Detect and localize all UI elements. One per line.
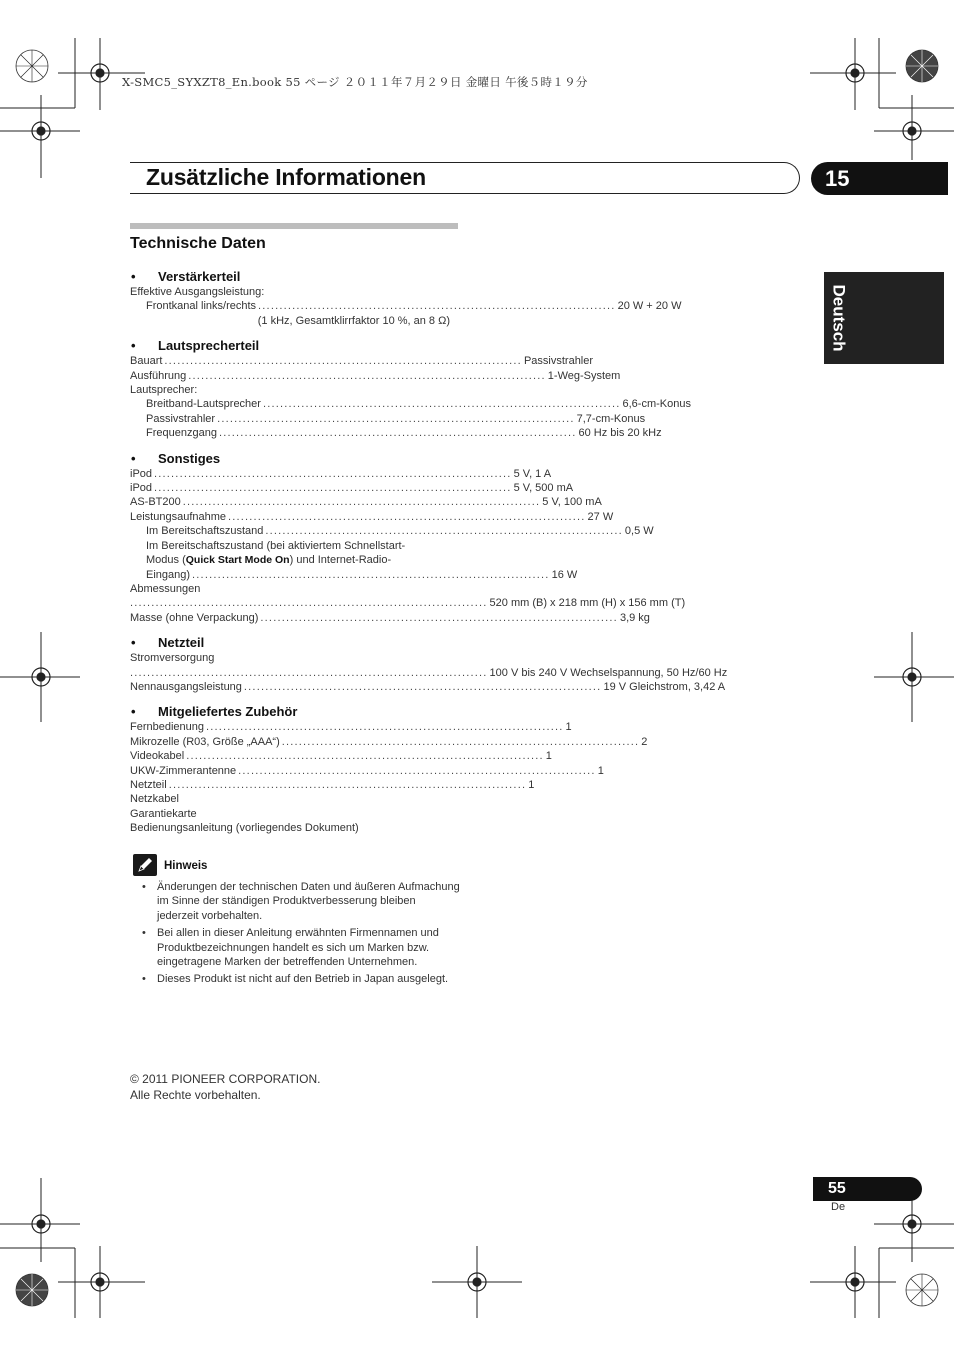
- spec-line: [130, 568, 578, 582]
- spec-label: Videokabel: [130, 750, 185, 763]
- leader-dots: ....................................................................................: [192, 568, 550, 581]
- book-info-line: X-SMC5_SYXZT8_En.book 55 ページ ２０１１年７月２９日 金曜日 午後５時１９分: [122, 75, 588, 89]
- spec-label: Netzkabel: [130, 793, 179, 806]
- spec-label: Stromversorgung: [130, 652, 215, 665]
- leader-dots: ....................................................................................: [265, 525, 623, 538]
- spec-label: Bauart: [130, 355, 163, 368]
- leader-dots: ....................................................................................: [130, 597, 488, 610]
- spec-value: 7,7-cm-Konus: [576, 412, 646, 425]
- leader-dots: ....................................................................................: [218, 427, 577, 440]
- spec-label: Abmessungen: [130, 582, 201, 595]
- spec-value: 6,6-cm-Konus: [622, 398, 691, 411]
- accessory-line: [130, 821, 450, 835]
- chapter-number: 15: [811, 162, 948, 195]
- leader-dots: ....................................................................................: [186, 750, 544, 763]
- accessory-line: [130, 749, 552, 763]
- leader-dots: ....................................................................................: [188, 369, 546, 382]
- spec-value: 60 Hz bis 20 kHz: [578, 427, 662, 440]
- leader-dots: ....................................................................................: [262, 398, 621, 411]
- spec-line: [130, 666, 728, 680]
- spec-line: [130, 611, 650, 625]
- spec-line: [130, 412, 646, 426]
- note-list: [140, 880, 460, 990]
- bullet: •: [131, 635, 136, 651]
- spec-label: Nennausgangsleistung: [130, 680, 242, 693]
- page-language-code: De: [831, 1201, 846, 1213]
- leader-dots: ....................................................................................: [243, 680, 602, 693]
- language-tab-label: Deutsch: [830, 284, 850, 352]
- leader-dots: ....................................................................................: [164, 355, 522, 368]
- spec-label: Ausführung: [130, 369, 187, 382]
- spec-value: 0,5 W: [624, 525, 654, 538]
- spec-line: [130, 299, 682, 313]
- spec-value: 1: [597, 764, 604, 777]
- spec-group-amplifier: [130, 268, 682, 328]
- spec-value: 2: [641, 735, 648, 748]
- leader-dots: ....................................................................................: [206, 721, 564, 734]
- group-heading: [130, 268, 450, 285]
- spec-line: Im Bereitschaftszustand (bei aktiviertem Schnellstart-: [146, 539, 406, 552]
- spec-label: AS-BT200: [130, 496, 181, 509]
- spec-line: [130, 596, 686, 610]
- bullet: •: [131, 269, 136, 284]
- spec-line: [130, 680, 726, 694]
- note-item: • Dieses Produkt ist nicht auf den Betrieb in Japan ausgelegt.: [140, 972, 460, 986]
- accessory-line: [130, 720, 572, 734]
- spec-text: Modus (: [146, 554, 186, 567]
- group-heading-text: Netzteil: [158, 635, 205, 651]
- group-heading-text: Verstärkerteil: [158, 269, 241, 284]
- section-title: Technische Daten: [130, 235, 266, 252]
- spec-label: Passivstrahler: [146, 412, 216, 425]
- spec-group-misc: [130, 450, 686, 625]
- group-heading-text: Lautsprecherteil: [158, 338, 260, 354]
- bullet: •: [131, 704, 136, 720]
- spec-value: 27 W: [587, 510, 614, 523]
- note-item: • Änderungen der technischen Daten und äußeren Aufmachung im Sinne der ständigen Produktverbesserung bleiben jederzeit vorbehalten.: [140, 880, 460, 923]
- chapter-title: Zusätzliche Informationen: [146, 164, 426, 190]
- spec-line: [130, 467, 552, 481]
- spec-label: iPod: [130, 482, 153, 495]
- spec-value: 20 W + 20 W: [617, 300, 682, 313]
- language-tab-label-wrap: [824, 272, 854, 364]
- copyright-block: [130, 1071, 320, 1103]
- leader-dots: ....................................................................................: [260, 611, 618, 624]
- note-title: Hinweis: [164, 860, 208, 872]
- group-heading: [130, 337, 450, 354]
- group-heading-text: Sonstiges: [158, 450, 221, 466]
- spec-value: 1-Weg-System: [547, 369, 621, 382]
- spec-label: Fernbedienung: [130, 721, 205, 734]
- spec-label: Garantiekarte: [130, 807, 197, 820]
- spec-value: 100 V bis 240 V Wechselspannung, 50 Hz/60 Hz: [489, 666, 728, 679]
- leader-dots: ....................................................................................: [168, 778, 527, 791]
- spec-label: UKW-Zimmerantenne: [130, 764, 237, 777]
- pencil-note-icon: [133, 854, 157, 876]
- spec-text: ) und Internet-Radio-: [289, 554, 392, 567]
- spec-line: [130, 495, 602, 509]
- leader-dots: ....................................................................................: [154, 482, 512, 495]
- spec-label: Masse (ohne Verpackung): [130, 611, 259, 624]
- leader-dots: ....................................................................................: [130, 666, 488, 679]
- spec-value: 520 mm (B) x 218 mm (H) x 156 mm (T): [489, 597, 686, 610]
- spec-label: Netzteil: [130, 778, 167, 791]
- spec-group-psu: [130, 634, 728, 694]
- spec-label: Effektive Ausgangsleistung:: [130, 286, 265, 298]
- page-number: 55: [813, 1177, 922, 1201]
- spec-label: Im Bereitschaftszustand: [146, 525, 264, 538]
- group-heading: [130, 634, 450, 651]
- spec-label: Lautsprecher:: [130, 384, 198, 397]
- spec-value: 19 V Gleichstrom, 3,42 A: [603, 680, 726, 693]
- accessory-line: [130, 807, 450, 821]
- spec-value: 1: [565, 721, 572, 734]
- spec-line: [130, 510, 614, 524]
- accessory-line: [130, 764, 604, 778]
- bullet: •: [131, 338, 136, 354]
- spec-line: [130, 383, 450, 397]
- spec-value: Passivstrahler: [523, 355, 594, 368]
- leader-dots: ....................................................................................: [182, 496, 541, 509]
- group-heading-text: Mitgeliefertes Zubehör: [158, 704, 298, 720]
- spec-value: 5 V, 500 mA: [513, 482, 574, 495]
- spec-line: [130, 553, 450, 567]
- leader-dots: ....................................................................................: [238, 764, 596, 777]
- rights-line: Alle Rechte vorbehalten.: [130, 1088, 261, 1102]
- spec-value: 1: [545, 750, 552, 763]
- accessory-line: [130, 778, 535, 792]
- spec-value: 5 V, 1 A: [513, 467, 552, 480]
- group-heading: [130, 450, 450, 467]
- spec-line: [130, 285, 450, 299]
- spec-content: [130, 268, 728, 845]
- leader-dots: ....................................................................................: [154, 467, 512, 480]
- spec-value: 5 V, 100 mA: [542, 496, 602, 509]
- spec-line: [130, 397, 691, 411]
- spec-line: [130, 651, 450, 665]
- spec-label: Breitband-Lautsprecher: [146, 398, 261, 411]
- leader-dots: ....................................................................................: [258, 300, 616, 313]
- spec-label: iPod: [130, 467, 153, 480]
- spec-line: [130, 314, 450, 328]
- spec-line: [130, 524, 654, 538]
- spec-label: Eingang): [146, 568, 191, 581]
- accessory-line: [130, 792, 450, 806]
- spec-value: 3,9 kg: [619, 611, 650, 624]
- leader-dots: ....................................................................................: [217, 412, 575, 425]
- spec-line: [130, 369, 621, 383]
- spec-group-speaker: [130, 337, 691, 440]
- section-rule: [130, 223, 458, 229]
- spec-label: Bedienungsanleitung (vorliegendes Dokument): [130, 822, 359, 835]
- leader-dots: ....................................................................................: [281, 735, 640, 748]
- note-item: • Bei allen in dieser Anleitung erwähnten Firmennamen und Produktbezeichnungen handelt es sich um Marken bzw. eingetragene Marken der betreffenden Unternehmen.: [140, 926, 460, 969]
- accessory-line: [130, 735, 648, 749]
- spec-line: [130, 426, 662, 440]
- copyright-line: © 2011 PIONEER CORPORATION.: [130, 1072, 321, 1086]
- spec-line: [130, 481, 574, 495]
- leader-dots: ....................................................................................: [228, 510, 586, 523]
- spec-label: Leistungsaufnahme: [130, 510, 227, 523]
- spec-bold-term: Quick Start Mode On: [185, 554, 290, 567]
- spec-line: [130, 582, 450, 596]
- spec-note: (1 kHz, Gesamtklirrfaktor 10 %, an 8 Ω): [257, 314, 450, 327]
- group-heading: [130, 703, 450, 720]
- spec-label: Mikrozelle (R03, Größe „AAA“): [130, 735, 280, 748]
- spec-label: Frontkanal links/rechts: [146, 300, 257, 313]
- spec-label: Frequenzgang: [146, 427, 217, 440]
- spec-value: 16 W: [551, 568, 578, 581]
- spec-group-accessories: [130, 703, 648, 835]
- spec-value: 1: [528, 778, 535, 791]
- bullet: •: [131, 450, 136, 466]
- spec-line: [130, 354, 594, 368]
